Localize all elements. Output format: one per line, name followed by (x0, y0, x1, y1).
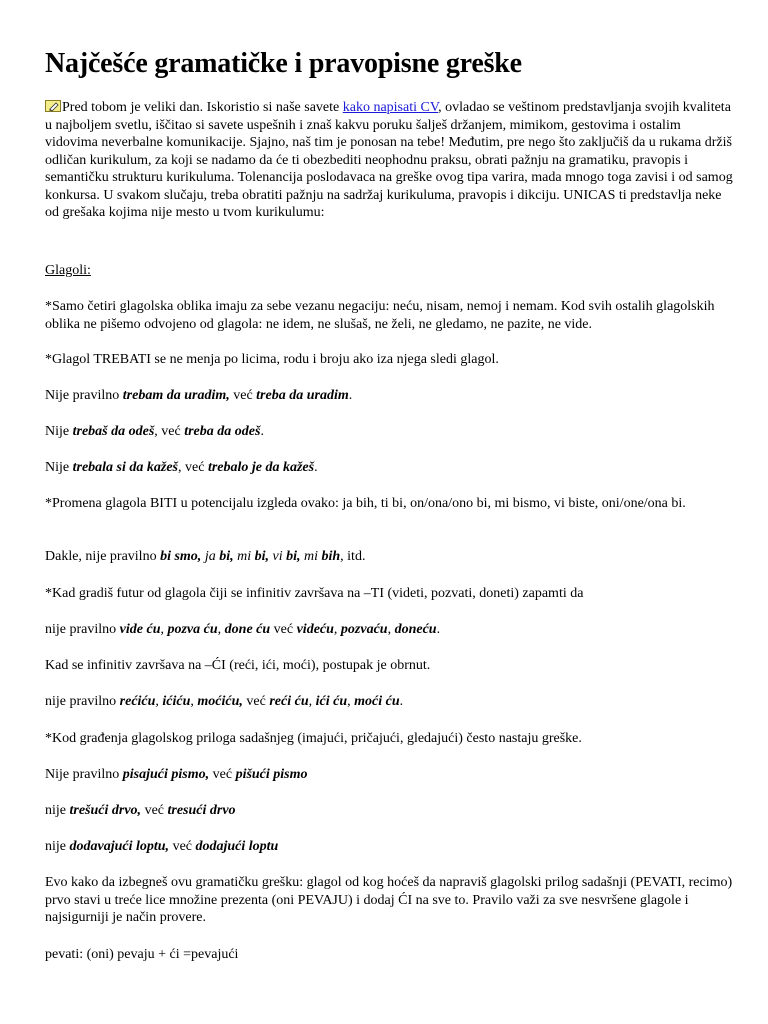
rule-futur-ti: *Kad gradiš futur od glagola čiji se infinitiv završava na –TI (videti, pozvati, doneti) zapamti da (45, 586, 584, 601)
rule-trebati: *Glagol TREBATI se ne menja po licima, rodu i broju ako iza njega sledi glagol. (45, 352, 499, 367)
note-pencil-icon (45, 100, 61, 112)
rule-glagolski-prilog: *Kod građenja glagolskog priloga sadašnjeg (imajući, pričajući, gledajući) često nastaju greške. (45, 731, 582, 746)
intro-text-start: Pred tobom je veliki dan. Iskoristio si naše savete (62, 100, 343, 115)
intro-paragraph (45, 99, 735, 222)
example-trebam: Nije pravilno trebam da uradim, već treba da uradim. (45, 388, 353, 403)
example-bi-smo: Dakle, nije pravilno bi smo, ja bi, mi bi, vi bi, mi bih, itd. (45, 549, 366, 564)
rule-explanation-pevati: Evo kako da izbegneš ovu gramatičku grešku: glagol od kog hoćeš da napraviš glagolski prilog sadašnji (PEVATI, recimo) prvo stavi u treće lice množine prezenta (oni PEVAJU) i dodaj ĆI na sve to. Pravilo važi za sve nesvršene glagole i najsigurniji je način provere. (45, 875, 733, 925)
example-trebala: Nije trebala si da kažeš, već trebalo je da kažeš. (45, 460, 318, 475)
rule-negation: *Samo četiri glagolska oblika imaju za sebe vezanu negaciju: neću, nisam, nemoj i nemam. Kod svih ostalih glagolskih oblika ne pišemo odvojeno od glagola: ne idem, ne slušaš, ne želi, ne gledamo, ne pazite, ne vide. (45, 299, 715, 332)
rule-biti-potencijal: *Promena glagola BITI u potencijalu izgleda ovako: ja bih, ti bi, on/ona/ono bi, mi bismo, vi biste, oni/one/ona bi. (45, 496, 686, 511)
rule-futur-ci: Kad se infinitiv završava na –ĆI (reći, ići, moći), postupak je obrnut. (45, 658, 431, 673)
section-heading-glagoli: Glagoli: (45, 263, 91, 278)
example-dodajuci: nije dodavajući loptu, već dodajući loptu (45, 839, 279, 854)
example-futur-ti: nije pravilno vide ću, pozva ću, done ću već videću, pozvaću, doneću. (45, 622, 441, 637)
cv-link[interactable]: kako napisati CV (342, 100, 439, 115)
example-trebas: Nije trebaš da odeš, već treba da odeš. (45, 424, 264, 439)
example-pevati: pevati: (oni) pevaju + ći =pevajući (45, 947, 239, 962)
intro-text-end: , ovladao se veštinom predstavljanja svojih kvaliteta u najboljem svetlu, iščitao si savete uspešnih i znaš kakvu poruku šalješ držanjem, mimikom, gestovima i ostalim vidovima neverbalne komunikacije. Sjajno, naš tim je ponosan na tebe! Međutim, pre nego što zaključiš da u rukama držiš odličan kurikulum, za koji se nadamo da će ti obezbediti neophodnu praksu, obrati pažnju na gramatiku, pravopis i semantičku strukturu kurikuluma. Tolenancija poslodavaca na greške ovog tipa varira, mada mnogo toga zavisi i od samog konkursa. U svakom slučaju, treba obratiti pažnju na sadržaj kurikuluma, pravopis i dikciju. UNICAS ti predstavlja neke od grešaka kojima nije mesto u tvom kurikulumu: (45, 100, 733, 220)
example-tresuci: nije trešući drvo, već tresući drvo (45, 803, 236, 818)
example-pisajuci: Nije pravilno pisajući pismo, već pišući pismo (45, 767, 308, 782)
example-futur-ci: nije pravilno rećiću, ićiću, moćiću, već reći ću, ići ću, moći ću. (45, 694, 404, 709)
page-title: Najčešće gramatičke i pravopisne greške (45, 48, 522, 79)
